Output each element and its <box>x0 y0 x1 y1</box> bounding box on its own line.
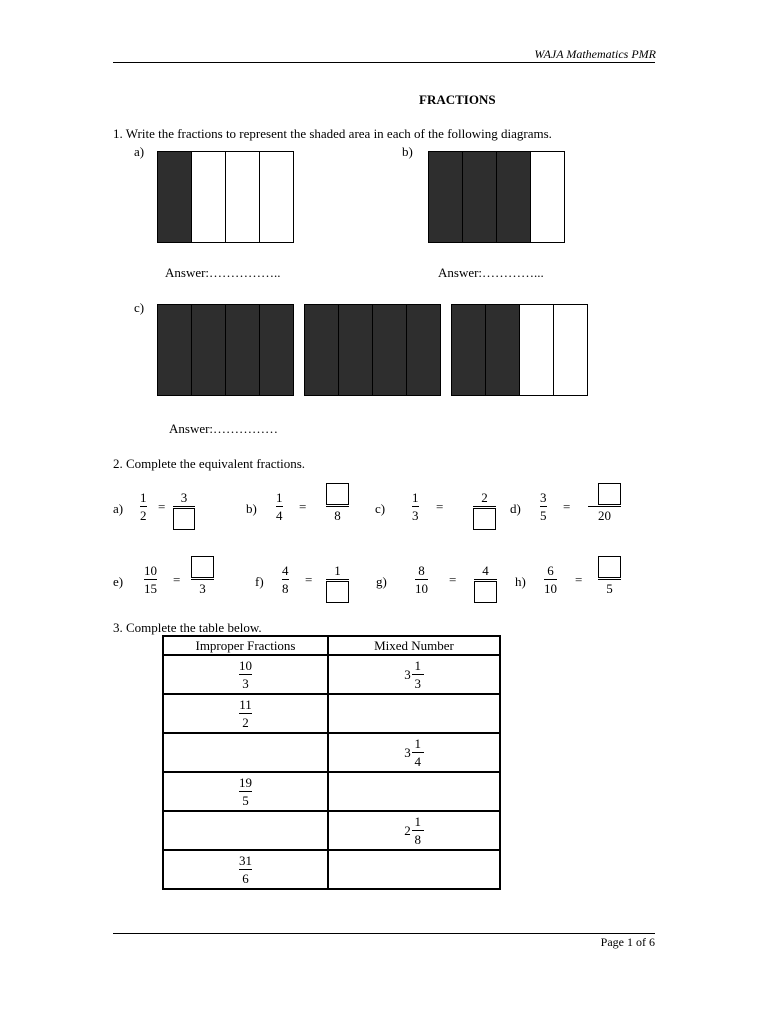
numerator: 11 <box>239 697 252 712</box>
table-row <box>163 772 500 811</box>
diagram-a <box>157 151 294 243</box>
numerator: 19 <box>239 775 252 790</box>
q2-b-label: b) <box>246 501 257 516</box>
q2-f-frac-given <box>282 563 289 596</box>
fraction-bar <box>239 869 252 870</box>
numerator: 1 <box>414 814 421 829</box>
answer-box[interactable] <box>191 556 214 578</box>
numerator: 4 <box>482 563 489 578</box>
fraction-bar <box>144 579 157 580</box>
q2-d-label: d) <box>510 501 521 516</box>
diagram-b-part-1 <box>429 152 463 242</box>
fraction-part <box>412 736 424 769</box>
numerator: 6 <box>547 563 554 578</box>
q2-d-frac-answer <box>588 483 621 523</box>
diagram-b-part-3 <box>497 152 531 242</box>
denominator: 8 <box>334 508 341 523</box>
diagram-c2-part-1 <box>305 305 339 395</box>
denominator: 8 <box>282 581 289 596</box>
denominator: 4 <box>414 754 421 769</box>
q2-e-frac-answer <box>191 556 214 596</box>
document-header-title: WAJA Mathematics PMR <box>534 47 656 61</box>
denominator: 5 <box>540 508 547 523</box>
numerator: 4 <box>282 563 289 578</box>
fraction-bar <box>326 506 349 507</box>
mixed-number <box>404 658 424 691</box>
q1-c-label: c) <box>134 300 145 315</box>
denominator: 8 <box>414 832 421 847</box>
equals-sign: = <box>158 499 166 514</box>
diagram-a-part-1 <box>158 152 192 242</box>
mixed-number <box>404 736 424 769</box>
fraction-bar <box>239 791 252 792</box>
q2-g-frac-answer <box>474 563 497 603</box>
table-row <box>163 694 500 733</box>
diagram-c-1 <box>157 304 294 396</box>
equals-sign: = <box>575 572 583 587</box>
answer-box[interactable] <box>598 483 621 505</box>
answer-box[interactable] <box>326 483 349 505</box>
q2-f-frac-answer <box>326 563 349 603</box>
diagram-c1-part-4 <box>260 305 293 395</box>
numerator: 8 <box>418 563 425 578</box>
q2-c-label: c) <box>375 501 386 516</box>
numerator: 1 <box>276 490 283 505</box>
q2-a-label: a) <box>113 501 124 516</box>
fraction-bar <box>412 752 424 753</box>
diagram-c1-part-2 <box>192 305 226 395</box>
fraction-bar <box>191 579 214 580</box>
numerator: 1 <box>414 658 421 673</box>
denominator: 10 <box>415 581 428 596</box>
fraction-bar <box>598 579 621 580</box>
fraction-bar <box>474 579 497 580</box>
equals-sign: = <box>449 572 457 587</box>
fraction-bar <box>276 506 283 507</box>
diagram-c3-part-4 <box>554 305 587 395</box>
numerator: 2 <box>481 490 488 505</box>
denominator: 3 <box>414 676 421 691</box>
col-improper-header: Improper Fractions <box>163 636 328 655</box>
improper-fraction <box>239 697 252 730</box>
diagram-c3-part-1 <box>452 305 486 395</box>
improper-cell[interactable] <box>163 733 328 772</box>
fraction-bar <box>326 579 349 580</box>
mixed-cell[interactable] <box>328 811 500 850</box>
denominator: 5 <box>606 581 613 596</box>
fraction-bar <box>239 674 252 675</box>
q2-d-frac-given <box>540 490 547 523</box>
diagram-a-part-2 <box>192 152 226 242</box>
numerator: 3 <box>540 490 547 505</box>
q1-a-label: a) <box>134 144 145 159</box>
fraction-bar <box>544 579 557 580</box>
diagram-c-3 <box>451 304 588 396</box>
table-header-row <box>163 636 500 655</box>
diagram-c2-part-2 <box>339 305 373 395</box>
answer-box[interactable] <box>326 581 349 603</box>
numerator: 1 <box>414 736 421 751</box>
table-row <box>163 811 500 850</box>
improper-fraction <box>239 658 252 691</box>
denominator: 15 <box>144 581 157 596</box>
denominator: 3 <box>242 676 249 691</box>
fraction-bar <box>415 579 428 580</box>
diagram-c2-part-3 <box>373 305 407 395</box>
q2-h-frac-given <box>544 563 557 596</box>
fraction-bar <box>282 579 289 580</box>
denominator: 2 <box>140 508 147 523</box>
q1-answer-a: Answer:…………….. <box>165 265 281 280</box>
footer-rule <box>113 933 655 934</box>
denominator: 4 <box>276 508 283 523</box>
answer-box[interactable] <box>473 508 496 530</box>
diagram-b <box>428 151 565 243</box>
numerator: 1 <box>412 490 419 505</box>
numerator: 10 <box>239 658 252 673</box>
q2-prompt: 2. Complete the equivalent fractions. <box>113 456 306 471</box>
equals-sign: = <box>436 499 444 514</box>
q2-e-frac-given <box>144 563 157 596</box>
table-row <box>163 850 500 889</box>
col-mixed-header: Mixed Number <box>328 636 500 655</box>
q2-h-frac-answer <box>598 556 621 596</box>
whole-part: 3 <box>404 666 411 682</box>
q2-b-frac-answer <box>326 483 349 523</box>
denominator: 20 <box>598 508 611 523</box>
denominator: 10 <box>544 581 557 596</box>
header-rule <box>113 62 655 63</box>
answer-box[interactable] <box>173 508 195 530</box>
fraction-part <box>412 658 424 691</box>
numerator: 1 <box>140 490 147 505</box>
diagram-b-part-2 <box>463 152 497 242</box>
fraction-bar <box>140 506 147 507</box>
q2-h-label: h) <box>515 574 526 589</box>
diagram-c2-part-4 <box>407 305 440 395</box>
table-row <box>163 733 500 772</box>
q2-a-frac-answer <box>173 490 195 530</box>
diagram-a-part-4 <box>260 152 293 242</box>
q1-b-label: b) <box>402 144 413 159</box>
diagram-a-part-3 <box>226 152 260 242</box>
q1-answer-c: Answer:…………… <box>169 421 279 436</box>
improper-fraction <box>239 853 252 886</box>
fractions-table <box>162 635 501 890</box>
equals-sign: = <box>299 499 307 514</box>
equals-sign: = <box>173 572 181 587</box>
improper-cell[interactable] <box>163 811 328 850</box>
fraction-bar <box>540 506 547 507</box>
numerator: 31 <box>239 853 252 868</box>
q1-answer-b: Answer:…………... <box>438 265 544 280</box>
denominator: 6 <box>242 871 249 886</box>
page-number: Page 1 of 6 <box>600 935 655 949</box>
equals-sign: = <box>563 499 571 514</box>
fraction-bar <box>239 713 252 714</box>
improper-cell[interactable] <box>163 694 328 733</box>
numerator: 3 <box>180 490 188 505</box>
q2-e-label: e) <box>113 574 124 589</box>
denominator: 3 <box>412 508 419 523</box>
improper-cell[interactable] <box>163 655 328 694</box>
mixed-cell[interactable] <box>328 772 500 811</box>
q3-prompt: 3. Complete the table below. <box>113 620 262 635</box>
fraction-bar <box>173 506 195 507</box>
diagram-c1-part-3 <box>226 305 260 395</box>
diagram-b-part-4 <box>531 152 564 242</box>
improper-fraction <box>239 775 252 808</box>
diagram-c1-part-1 <box>158 305 192 395</box>
q2-c-frac-answer <box>473 490 496 530</box>
whole-part: 3 <box>404 744 411 760</box>
mixed-cell[interactable] <box>328 694 500 733</box>
equals-sign: = <box>305 572 313 587</box>
denominator: 5 <box>242 793 249 808</box>
fraction-bar <box>412 674 424 675</box>
denominator: 3 <box>199 581 206 596</box>
q1-prompt: 1. Write the fractions to represent the shaded area in each of the following diagrams. <box>113 126 552 141</box>
diagram-c3-part-2 <box>486 305 520 395</box>
answer-box[interactable] <box>598 556 621 578</box>
q2-b-frac-given <box>276 490 283 523</box>
mixed-cell[interactable] <box>328 655 500 694</box>
mixed-cell[interactable] <box>328 850 500 889</box>
q2-g-frac-given <box>415 563 428 596</box>
fraction-part <box>412 814 424 847</box>
fraction-bar <box>588 506 621 507</box>
q2-g-label: g) <box>376 574 387 589</box>
fraction-bar <box>412 506 419 507</box>
mixed-cell[interactable] <box>328 733 500 772</box>
numerator: 10 <box>144 563 157 578</box>
fraction-bar <box>473 506 496 507</box>
improper-cell[interactable] <box>163 772 328 811</box>
q2-a-frac-given <box>140 490 147 523</box>
whole-part: 2 <box>404 822 411 838</box>
fraction-bar <box>412 830 424 831</box>
q2-f-label: f) <box>255 574 264 589</box>
improper-cell[interactable] <box>163 850 328 889</box>
diagram-c-2 <box>304 304 441 396</box>
answer-box[interactable] <box>474 581 497 603</box>
denominator: 2 <box>242 715 249 730</box>
diagram-c3-part-3 <box>520 305 554 395</box>
numerator: 1 <box>334 563 341 578</box>
page-title: FRACTIONS <box>419 92 496 107</box>
q2-c-frac-given <box>412 490 419 523</box>
table-row <box>163 655 500 694</box>
mixed-number <box>404 814 424 847</box>
